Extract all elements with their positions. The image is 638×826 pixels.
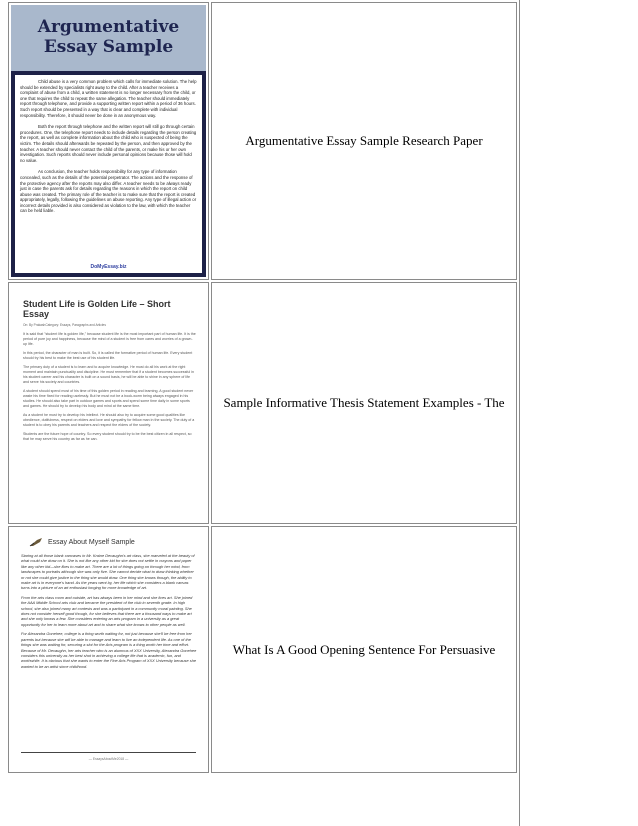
result-row [8, 526, 517, 773]
results-grid [6, 0, 519, 775]
essay-footer: — EssaysAboutMe2018 — [88, 757, 129, 761]
essay-paragraph: Staring at all those blank canvases in Mr. Kraine Devaughn's art class, she marveled at the beauty of what could she draw on it. She is not like any other kid for she does not settle in crayons and paper like any other kid—she likes to make art. There are a lot of things going on through her mind, from landscapes to portraits although she was only five. She cannot decide what to draw thinking whether or not she could give justice to the thing she would draw. One thing she knows though, the ability to make art is in everyone's hand. As the years went by, her life which she considers a blank canvas turns into a picture of an art enthusiast longing for more knowledge of art. [21, 553, 195, 591]
essay-paragraph: From the arts class room and outside, art has always been in her mind and she lives art. She joined the AAA Middle School arts club and became the president of the club in seventh grade. In high school, she also joined many art contests and was a participant in a community mural painting. She does not consider herself good though, for she believes that there are a thousand ways to make art and she only knows a few. She considers entering an arts program in a university as a great opportunity for her to learn more about art and to share what she knows to other people as well. [21, 594, 193, 627]
essay-paragraph: As a student he must try to develop his intellect. He should also try to acquire some good qualities like obedience, dutifulness, respect on elders and love and sympathy for fellow man in the society. The duty of a student is to obey his parents and teachers and respect the elders of the society. [23, 413, 195, 427]
result-thumbnail-cell[interactable] [8, 2, 209, 280]
result-thumbnail-cell[interactable] [8, 282, 209, 524]
quill-pen-icon [29, 537, 43, 547]
essay-paragraph: For Alexandra Gonehee, college is a thing worth waiting for, not just because she'll be free from her parents but because she will be able to manage and learn to live an independent life. As one of the things she was waiting for, securing a slot for the Arts program is a thing worth her time and effort. Because of Mr. Devaughn, her arts teacher who is an alumnus of XXX University, Alexandra Gonehee considers this university as her best shot in achieving a college life that is academic, fun, and worthwhile. It is obvious that she wants to enter the Fine Arts Program of XXX University because she wanted to be an artist since childhood. [21, 631, 197, 669]
banner-title-line1: Argumentative [37, 17, 180, 37]
student-life-thumbnail[interactable] [11, 285, 206, 521]
result-caption[interactable]: Argumentative Essay Sample Research Paper [211, 2, 517, 280]
thumbnail-banner [11, 5, 206, 71]
result-row [8, 2, 517, 280]
column-divider [519, 0, 520, 826]
essay-paragraph: A student should spend most of his time of this golden period in reading and learning. A good student never waste his time fixed for reading uselessly. But he must not be a book-worm being always engaged in his studies. He should also take part in outdoor games and sports and spend some time daily in some sports and games. He should try to develop his body and mind at the same time. [23, 389, 194, 408]
essay-title: Essay About Myself Sample [48, 538, 135, 546]
essay-title: Student Life is Golden Life – Short Essay [23, 299, 171, 319]
essay-paragraph: As conclusion, the teacher holds responsibility for any type of information concealed, such as the details of the potential perpetrator. The actions and the response of the protective agency after the reports may also differ. A teacher needs to be always ready just in case the parents ask for details regarding the reasons in which the report on child abuse was created. The primary role of the teacher is to make sure that the report is created appropriately, legally, following the guidelines on abuse reporting. Any type of illegal action or incorrect details provided is also considered as violation to the law, with which the teacher can be held liable. [20, 169, 197, 214]
essay-paragraph: Students are the future hope of country. So every student should try to be the best citizen in all respect, so that he may serve his country as far as he can. [23, 432, 192, 441]
essay-page [15, 75, 202, 273]
essay-meta: On: By PrakashCategory: Essays, Paragraphs and Articles [23, 323, 106, 327]
essay-about-myself-thumbnail[interactable] [11, 529, 206, 770]
banner-title-line2: Essay Sample [43, 37, 174, 57]
site-logo: DoMyEssay.biz [90, 264, 127, 270]
result-caption[interactable]: Sample Informative Thesis Statement Examples - The [211, 282, 517, 524]
essay-paragraph: The primary duty of a student is to learn and to acquire knowledge. He must do all his work at the right moment and maintain punctuality and discipline. He must remember that if a student becomes successful in his student career and his character is built on a sound basis, he will be able to shine in any sphere of life and serve his society and countries. [23, 365, 194, 384]
essay-paragraph: In this period, the character of man is built. So, it is called the formative period of human life. Every student should try his best to make the best use of his student life. [23, 351, 193, 360]
essay-paragraph: It is said that "student life is golden life," because student life is the most important part of human life. It is the period of pure joy and happiness, because the mind of a student is free from cares and worries of a grown-up life. [23, 332, 196, 346]
footer-divider [21, 752, 196, 753]
result-row [8, 282, 517, 524]
essay-header [29, 537, 198, 547]
essay-paragraph: Both the report through telephone and the written report will still go through certain procedures. One, the telephone report needs to include details regarding the person creating the report, as well as complete information about the child who is suspected of being the victim. The details should afterwards be repeated by the person, and then approved by the teacher. A teacher should never contact the child of the parents, or make his or her own investigation. Such reports should never include personal opinions because those will hold no value. [20, 124, 197, 163]
essay-paragraph: Child abuse is a very common problem which calls for immediate solution. The help should be extended by specialists right away to the child. After a teacher receives a complaint of abuse from a child, a written statement is no longer necessary from the child, or one that requires the child to repeat the same allegation. The teacher should immediately report through telephone, and provide a supporting written report within a period of 36 hours. Such report should be presented in a way that is clear and complete with individual responsibility. Therefore, it should never be done in an anonymous way. [20, 79, 197, 118]
argumentative-essay-thumbnail[interactable] [11, 5, 206, 277]
result-thumbnail-cell[interactable] [8, 526, 209, 773]
result-caption[interactable]: What Is A Good Opening Sentence For Persuasive [211, 526, 517, 773]
